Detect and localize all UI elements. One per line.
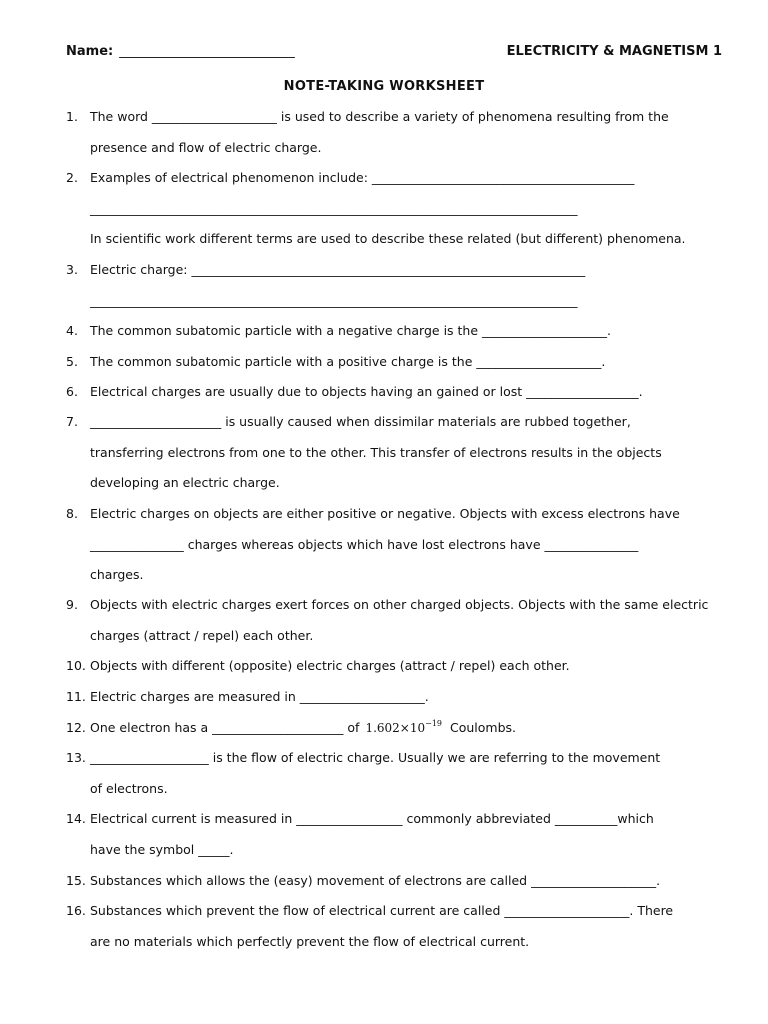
question-number: 2. <box>66 170 78 185</box>
charge-value-base: 1.602×10 <box>365 721 426 735</box>
question-16 <box>66 896 726 957</box>
question-number: 16. <box>66 903 86 918</box>
question-line: In scientific work different terms are used to describe these related (but different) phenomena. <box>90 231 686 246</box>
question-11 <box>66 682 726 713</box>
question-line: Substances which prevent the flow of electrical current are called ____________________. There <box>90 903 674 918</box>
question-number: 15. <box>66 873 86 888</box>
question-5 <box>66 347 726 378</box>
name-label: Name: <box>66 44 114 59</box>
question-line: charges (attract / repel) each other. <box>90 627 314 643</box>
question-line: Electric charges on objects are either positive or negative. Objects with excess electrons have <box>90 506 680 521</box>
question-number: 12. <box>66 720 86 735</box>
question-number: 9. <box>66 597 78 612</box>
question-line: ___________________ is the flow of electric charge. Usually we are referring to the movement <box>90 750 661 765</box>
question-line: _____________________ is usually caused when dissimilar materials are rubbed together, <box>90 414 631 429</box>
question-line: ______________________________________________________________________________ <box>90 292 578 308</box>
question-text: One electron has a _____________________ of <box>90 720 360 735</box>
question-line: Substances which allows the (easy) movement of electrons are called ____________________. <box>90 873 661 888</box>
question-line: Electric charge: _______________________________________________________________ <box>90 262 586 277</box>
question-12 <box>66 713 726 746</box>
question-15 <box>66 866 726 897</box>
question-number: 11. <box>66 689 86 704</box>
question-8 <box>66 499 726 591</box>
question-3 <box>66 255 726 316</box>
name-blank: ___________________________ <box>119 44 295 59</box>
question-line: have the symbol _____. <box>90 841 234 857</box>
question-number: 13. <box>66 750 86 765</box>
question-line: Examples of electrical phenomenon include: __________________________________________ <box>90 170 635 185</box>
question-number: 14. <box>66 811 86 826</box>
course-title: ELECTRICITY & MAGNETISM 1 <box>506 44 722 59</box>
question-number: 3. <box>66 262 78 277</box>
question-number: 4. <box>66 323 78 338</box>
question-line: Objects with electric charges exert forces on other charged objects. Objects with the same electric <box>90 597 709 612</box>
question-line: The common subatomic particle with a positive charge is the ____________________. <box>90 354 606 369</box>
worksheet-title: NOTE-TAKING WORKSHEET <box>283 79 485 94</box>
question-number: 10. <box>66 658 86 673</box>
question-line: of electrons. <box>90 780 168 796</box>
question-line: Electrical charges are usually due to objects having an gained or lost __________________. <box>90 384 643 399</box>
question-7 <box>66 407 726 499</box>
question-line: transferring electrons from one to the other. This transfer of electrons results in the objects <box>90 444 662 460</box>
question-number: 5. <box>66 354 78 369</box>
question-line: ______________________________________________________________________________ <box>90 200 578 216</box>
question-line: The common subatomic particle with a negative charge is the ____________________. <box>90 323 611 338</box>
question-1 <box>66 102 726 163</box>
question-line: The word ____________________ is used to describe a variety of phenomena resulting from the <box>90 109 669 124</box>
question-line: are no materials which perfectly prevent the flow of electrical current. <box>90 933 530 949</box>
question-number: 7. <box>66 414 78 429</box>
question-2 <box>66 163 726 255</box>
question-line: developing an electric charge. <box>90 475 280 490</box>
charge-unit: Coulombs. <box>449 720 516 735</box>
question-10 <box>66 651 726 682</box>
question-line: Electrical current is measured in _________________ commonly abbreviated __________which <box>90 811 654 826</box>
question-number: 8. <box>66 506 78 521</box>
question-line: Objects with different (opposite) electric charges (attract / repel) each other. <box>90 658 570 673</box>
question-9 <box>66 590 726 651</box>
question-line <box>90 713 726 746</box>
question-6 <box>66 377 726 408</box>
question-line: presence and flow of electric charge. <box>90 139 322 155</box>
question-4 <box>66 316 726 347</box>
question-14 <box>66 804 726 865</box>
question-number: 6. <box>66 384 78 399</box>
name-field <box>66 44 295 59</box>
charge-value-exponent: −19 <box>425 719 443 728</box>
charge-value <box>365 721 442 735</box>
question-line: _______________ charges whereas objects which have lost electrons have _______________ <box>90 536 639 552</box>
question-line: Electric charges are measured in ____________________. <box>90 689 429 704</box>
question-number: 1. <box>66 109 78 124</box>
question-13 <box>66 743 726 804</box>
question-line: charges. <box>90 567 144 582</box>
